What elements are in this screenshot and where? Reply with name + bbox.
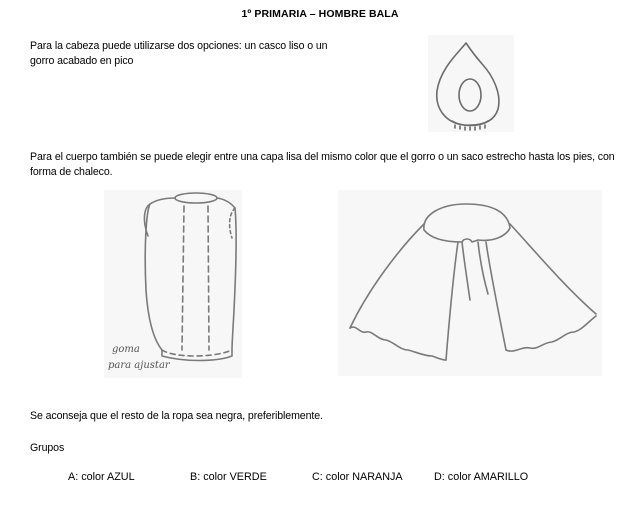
group-d: D: color AMARILLO — [434, 471, 529, 483]
page-title: 1º PRIMARIA – HOMBRE BALA — [241, 8, 399, 20]
vest-note-line1: goma — [112, 344, 140, 355]
vest-illustration — [104, 190, 242, 378]
group-c: C: color NARANJA — [312, 471, 403, 483]
groups-heading: Grupos — [30, 442, 65, 454]
cape-illustration — [338, 190, 602, 376]
head-options-paragraph: Para la cabeza puede utilizarse dos opciones: un casco liso o un gorro acabado en pico — [30, 40, 328, 67]
vest-note-line2: para ajustar — [108, 360, 170, 371]
advice-paragraph: Se aconseja que el resto de la ropa sea negra, preferiblemente. — [30, 410, 323, 422]
hood-illustration — [428, 35, 514, 132]
group-a: A: color AZUL — [68, 471, 135, 483]
body-options-paragraph: Para el cuerpo también se puede elegir entre una capa lisa del mismo color que el gorro o un saco estrecho hasta los pies, con forma de chaleco. — [30, 151, 615, 178]
group-b: B: color VERDE — [190, 471, 267, 483]
